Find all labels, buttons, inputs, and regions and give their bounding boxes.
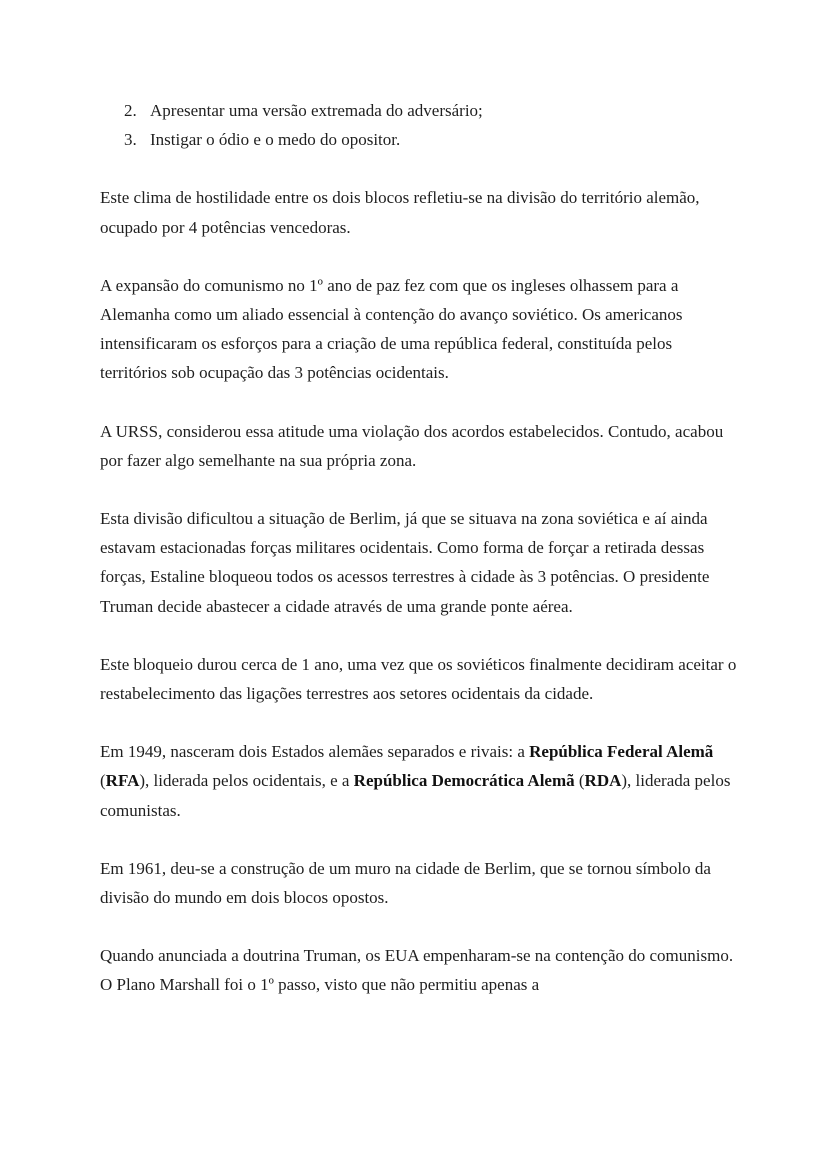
list-number: 3. [124, 130, 137, 150]
paragraph: Em 1961, deu-se a construção de um muro na cidade de Berlim, que se tornou símbolo da divisão do mundo em dois blocos opostos. [100, 858, 711, 908]
bold-acronym-rfa: RFA [105, 771, 140, 791]
text-run: ( [100, 771, 106, 791]
paragraph-german-states [100, 737, 740, 825]
bold-acronym-rda: RDA [584, 771, 622, 791]
text-run: ), liderada pelos comunistas. [100, 771, 731, 820]
paragraph: Esta divisão dificultou a situação de Berlim, já que se situava na zona soviética e aí ainda estavam estacionadas forças militares ocidentais. Como forma de forçar a retirada dessas forças, Estaline bloqueou todos os acessos terrestres à cidade às 3 potências. O presidente Truman decide abastecer a cidade através de uma grande ponte aérea. [100, 509, 710, 616]
list-text: Apresentar uma versão extremada do adversário; [150, 101, 483, 120]
numbered-list [100, 96, 740, 154]
list-item [100, 125, 740, 154]
bold-term-rfa: República Federal Alemã [529, 742, 714, 762]
text-run: Em 1949, nasceram dois Estados alemães separados e rivais: a [100, 742, 530, 762]
paragraph: Este bloqueio durou cerca de 1 ano, uma vez que os soviéticos finalmente decidiram aceitar o restabelecimento das ligações terrestres aos setores ocidentais da cidade. [100, 654, 737, 704]
text-run: ), liderada pelos ocidentais, e a [139, 771, 354, 791]
paragraph: A expansão do comunismo no 1º ano de paz fez com que os ingleses olhassem para a Alemanha como um aliado essencial à contenção do avanço soviético. Os americanos intensificaram os esforços para a criação de uma república federal, constituída pelos territórios sob ocupação das 3 potências ocidentais. [100, 275, 683, 383]
paragraph: A URSS, considerou essa atitude uma violação dos acordos estabelecidos. Contudo, acabou por fazer algo semelhante na sua própria zona. [100, 421, 724, 470]
paragraph: Este clima de hostilidade entre os dois blocos refletiu-se na divisão do território alemão, ocupado por 4 potências vencedoras. [100, 188, 700, 237]
list-item [100, 96, 740, 125]
document-page [100, 96, 740, 1000]
paragraph: Quando anunciada a doutrina Truman, os EUA empenharam-se na contenção do comunismo. O Plano Marshall foi o 1º passo, visto que não permitiu apenas a [100, 946, 734, 995]
text-run: ( [574, 771, 585, 791]
bold-term-rda: República Democrática Alemã [353, 771, 575, 791]
list-number: 2. [124, 101, 137, 120]
list-text: Instigar o ódio e o medo do opositor. [150, 130, 401, 150]
